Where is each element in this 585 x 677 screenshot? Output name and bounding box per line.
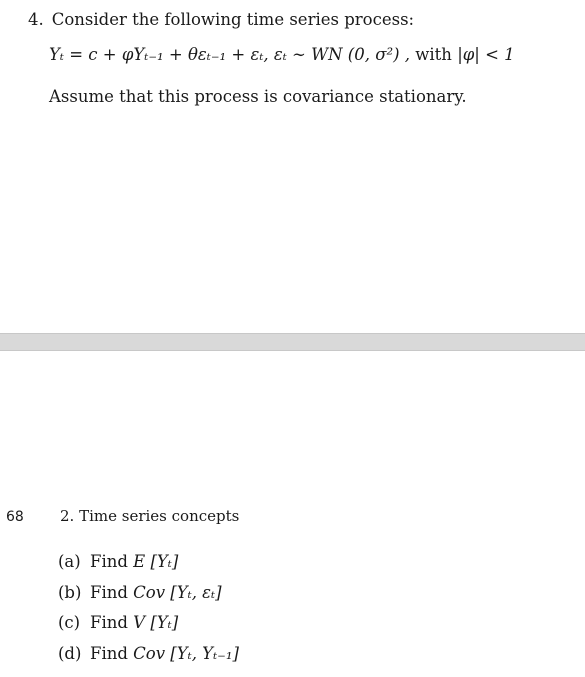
subquestion-expression: E [Yₜ] (133, 552, 179, 571)
with-word: with (415, 45, 452, 64)
subquestion-label: (d) (58, 643, 82, 663)
subquestion-expression: Cov [Yₜ, εₜ] (133, 582, 222, 602)
question-number: 4. (28, 10, 44, 29)
subquestion-b (58, 578, 239, 609)
page-separator (0, 333, 585, 351)
section-title: 2. Time series concepts (60, 507, 240, 525)
subquestion-expression: Cov [Yₜ, Yₜ₋₁] (133, 643, 239, 663)
subquestion-d (58, 639, 239, 670)
question-heading (28, 10, 414, 29)
subquestion-list (58, 547, 239, 669)
document-page-top (0, 0, 585, 333)
subquestion-text: Find (90, 582, 134, 602)
subquestion-expression: V [Yₜ] (133, 613, 179, 632)
equation-expression: Yₜ = c + φYₜ₋₁ + θεₜ₋₁ + εₜ, εₜ ∼ WN (0, σ²) , (49, 45, 411, 64)
subquestion-text: Find (90, 613, 134, 632)
subquestion-text: Find (90, 643, 134, 663)
page-number: 68 (6, 509, 24, 525)
subquestion-label: (a) (58, 552, 81, 571)
subquestion-a (58, 547, 239, 578)
subquestion-label: (b) (58, 582, 82, 602)
subquestion-text: Find (90, 552, 134, 571)
assumption-text: Assume that this process is covariance stationary. (49, 87, 467, 106)
process-equation (49, 45, 515, 64)
subquestion-label: (c) (58, 613, 81, 632)
question-text: Consider the following time series process: (51, 10, 415, 29)
document-page-bottom (0, 351, 585, 677)
subquestion-c (58, 608, 239, 639)
stationarity-condition: |φ| < 1 (457, 45, 515, 64)
